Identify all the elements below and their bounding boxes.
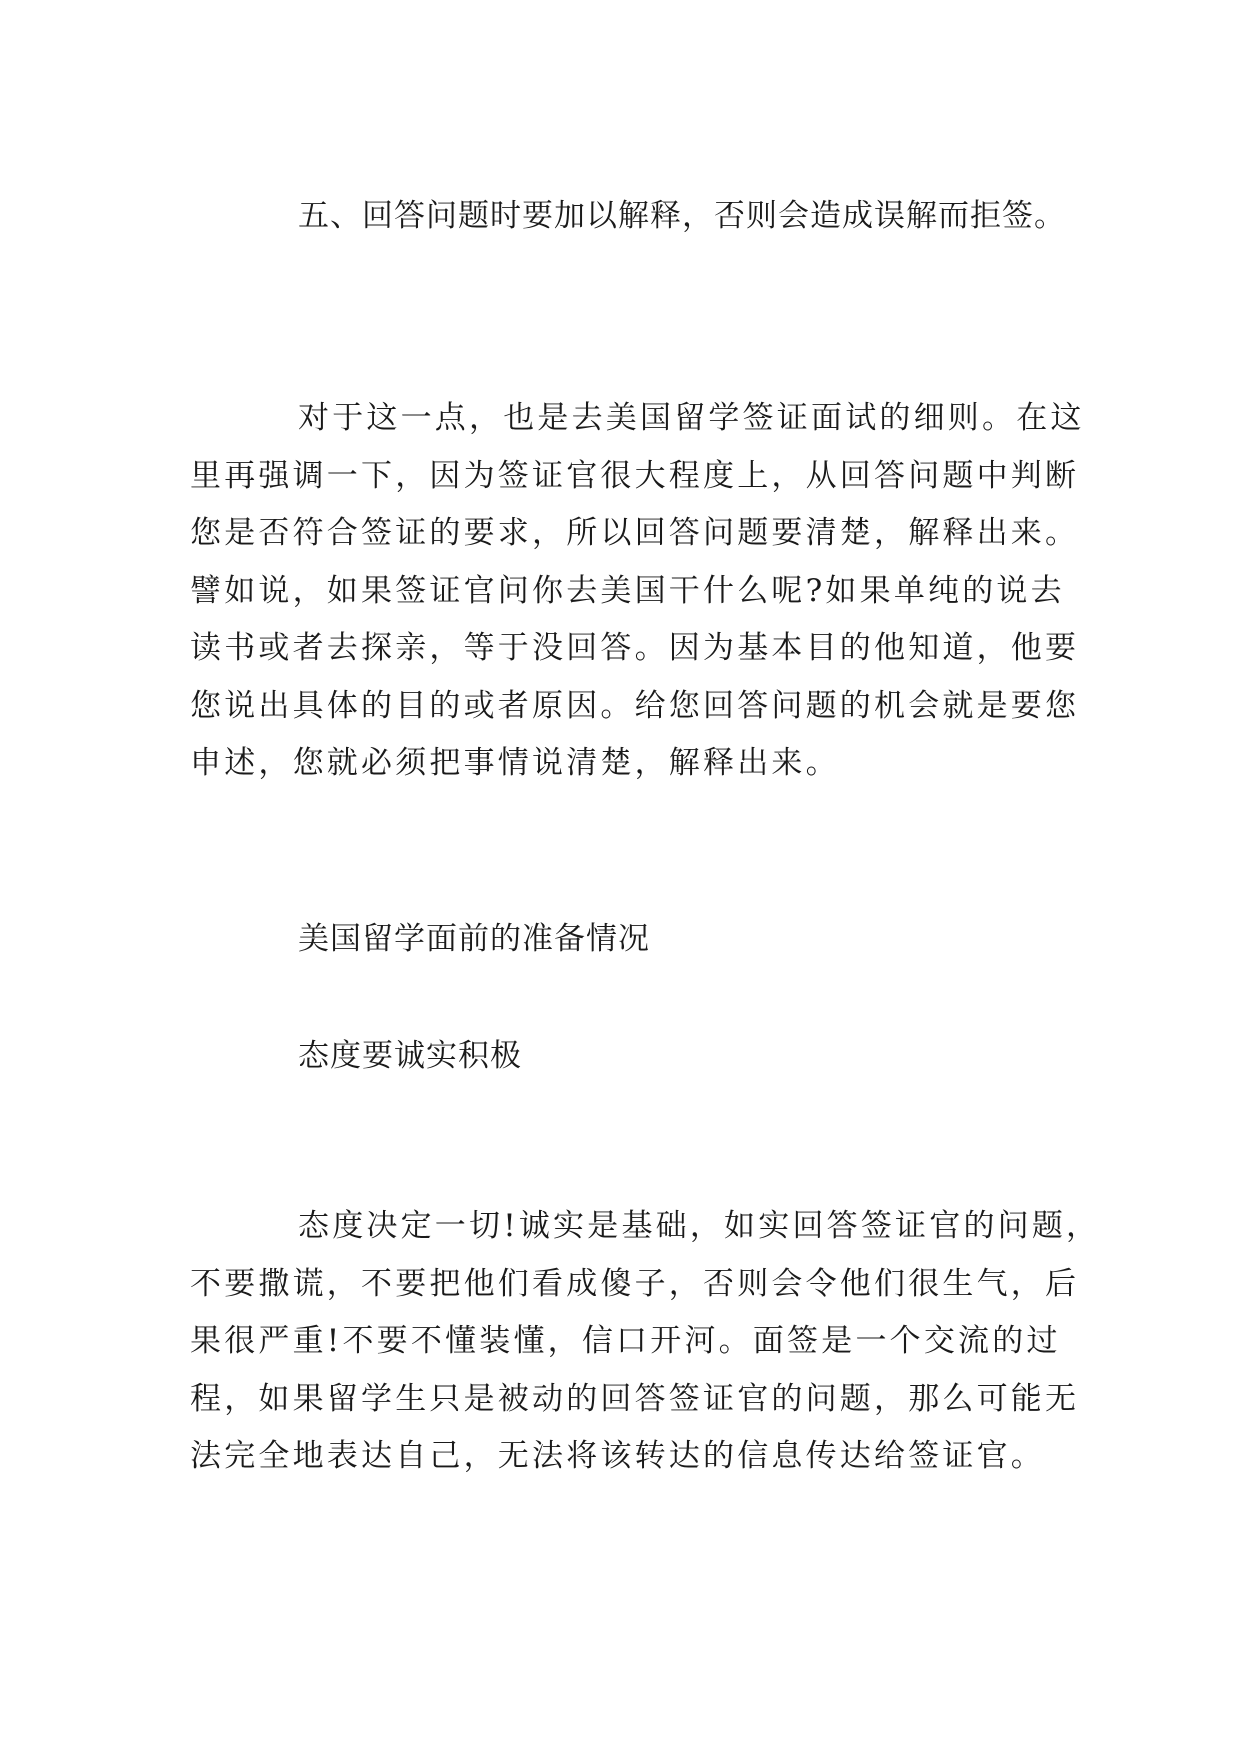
paragraph-attitude: [190, 1198, 1101, 1486]
paragraph-line: 果很严重!不要不懂装懂，信口开河。面签是一个交流的过: [190, 1323, 1061, 1359]
paragraph-visa-explanation: [190, 390, 1085, 793]
subheading-attitude: 态度要诚实积极: [298, 1038, 522, 1074]
paragraph-line: 里再强调一下，因为签证官很大程度上，从回答问题中判断: [190, 457, 1080, 494]
paragraph-line: 法完全地表达自己，无法将该转达的信息传达给签证官。: [190, 1438, 1045, 1474]
paragraph-line: 态度决定一切!诚实是基础，如实回答签证官的问题，: [298, 1208, 1101, 1244]
paragraph-line: 您说出具体的目的或者原因。给您回答问题的机会就是要您: [190, 687, 1080, 724]
paragraph-line: 譬如说，如果签证官问你去美国干什么呢?如果单纯的说去: [190, 572, 1065, 609]
paragraph-line: 对于这一点，也是去美国留学签证面试的细则。在这: [298, 400, 1085, 436]
section-heading-5: 五、回答问题时要加以解释，否则会造成误解而拒签。: [298, 198, 1066, 234]
paragraph-line: 读书或者去探亲，等于没回答。因为基本目的他知道，他要: [190, 630, 1080, 666]
paragraph-line: 您是否符合签证的要求，所以回答问题要清楚，解释出来。: [190, 515, 1080, 551]
subheading-preparation: 美国留学面前的准备情况: [298, 921, 650, 957]
paragraph-line: 不要撒谎，不要把他们看成傻子，否则会令他们很生气，后: [190, 1265, 1080, 1302]
paragraph-line: 申述，您就必须把事情说清楚，解释出来。: [190, 745, 840, 781]
paragraph-line: 程，如果留学生只是被动的回答签证官的问题，那么可能无: [190, 1380, 1080, 1417]
